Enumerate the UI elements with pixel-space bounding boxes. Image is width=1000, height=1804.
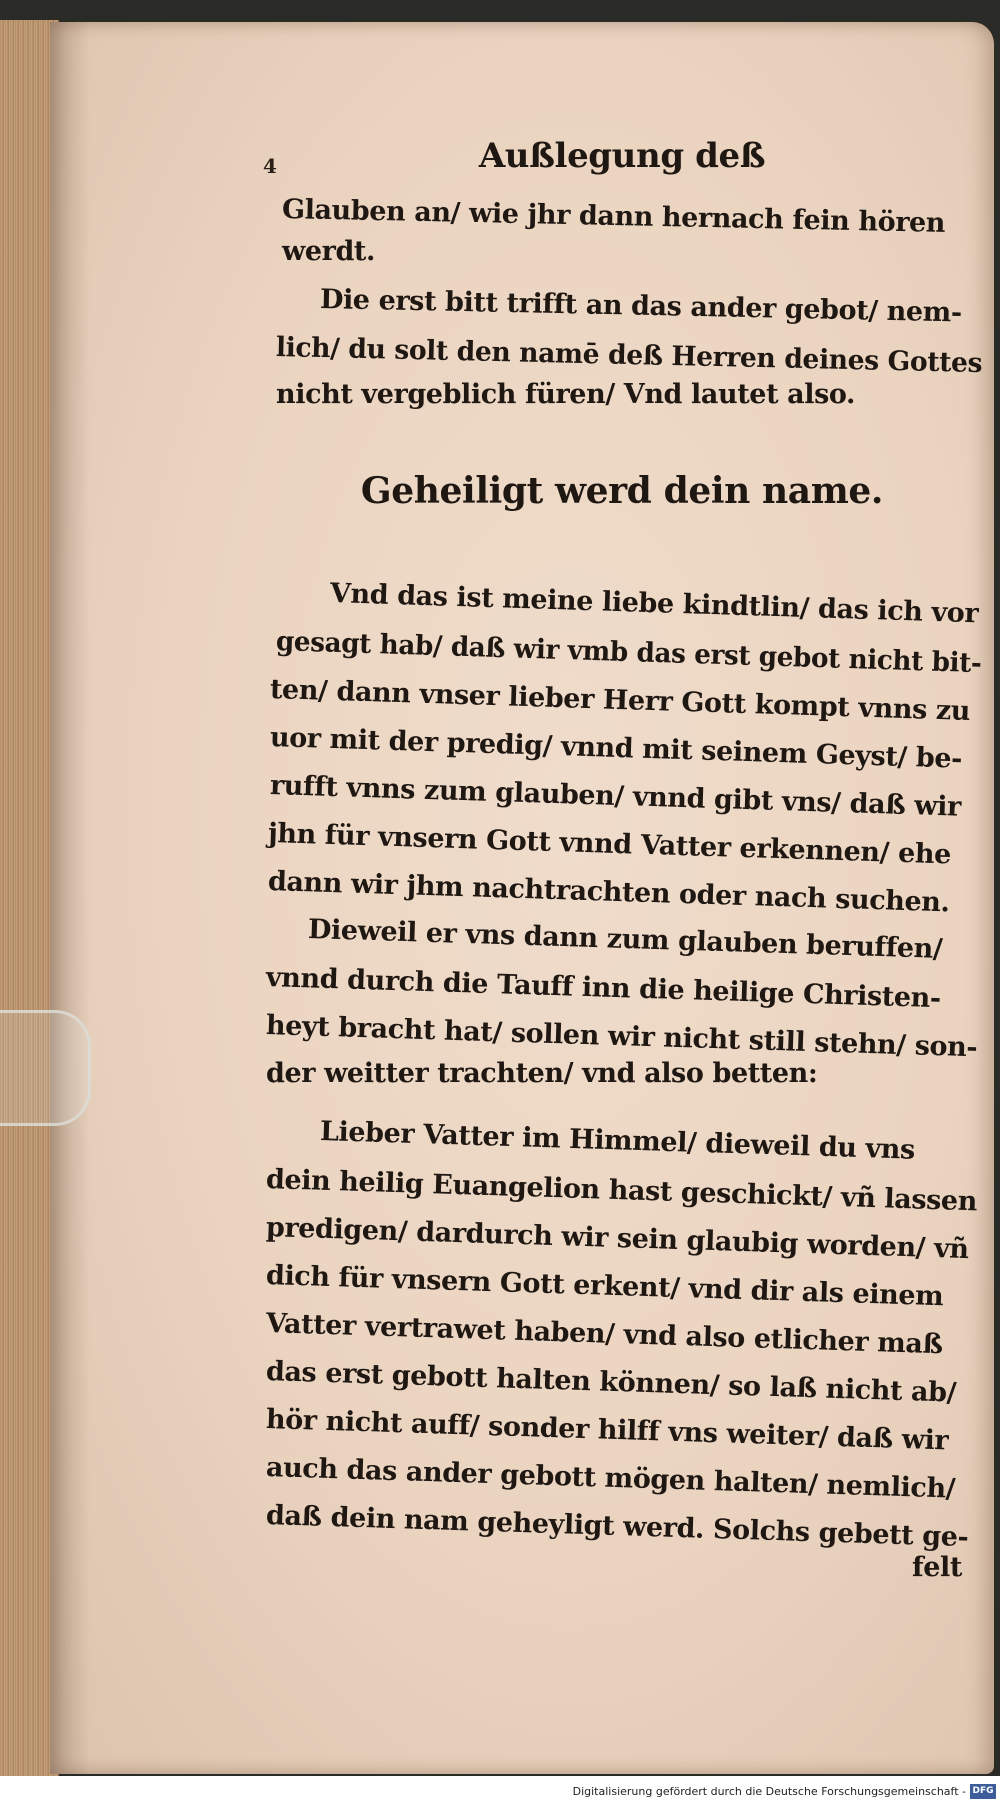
page-clip	[0, 1010, 91, 1126]
text-line: Vatter vertrawet haben/ vnd also etlicher maß	[265, 1308, 944, 1361]
text-line: ten/ dann vnser lieber Herr Gott kompt vnns zu	[269, 674, 971, 727]
running-head: Außlegung deß	[478, 136, 766, 176]
text-line: werdt.	[282, 236, 375, 267]
page-number: 4	[263, 154, 277, 178]
text-line: predigen/ dardurch wir sein glaubig worden/ vñ	[265, 1212, 970, 1266]
text-line: Dieweil er vns dann zum glauben beruffen/	[307, 914, 943, 965]
text-line: gesagt hab/ daß wir vmb das erst gebot nicht bit-	[275, 626, 982, 680]
text-line: jhn für vnsern Gott vnnd Vatter erkennen/ ehe	[267, 818, 952, 871]
text-line: Lieber Vatter im Himmel/ dieweil du vns	[319, 1116, 916, 1166]
dfg-logo: DFG	[970, 1784, 996, 1799]
text-line: auch das ander gebott mögen halten/ nemlich/	[265, 1452, 956, 1505]
text-line: hör nicht auff/ sonder hilff vns weiter/ daß wir	[265, 1404, 949, 1457]
text-line: das erst gebott halten können/ so laß nicht ab/	[265, 1356, 957, 1409]
footer-credit: Digitalisierung gefördert durch die Deutsche Forschungsgemeinschaft -	[572, 1785, 966, 1798]
text-line: rufft vnns zum glauben/ vnnd gibt vns/ daß wir	[269, 770, 962, 823]
text-line: dich für vnsern Gott erkent/ vnd dir als einem	[265, 1260, 944, 1313]
text-line: uor mit der predig/ vnnd mit seinem Geyst/ be-	[269, 722, 963, 775]
text-line: daß dein nam geheyligt werd. Solchs gebett ge-	[265, 1500, 969, 1554]
gutter-shadow	[50, 22, 90, 1774]
text-line: heyt bracht hat/ sollen wir nicht still stehn/ son-	[265, 1010, 978, 1064]
digitization-footer	[0, 1776, 1000, 1804]
text-line: der weitter trachten/ vnd also betten:	[266, 1058, 818, 1089]
text-line: vnnd durch die Tauff inn die heilige Christen-	[265, 962, 942, 1015]
text-line: dein heilig Euangelion hast geschickt/ vñ lassen	[265, 1164, 978, 1218]
text-line: lich/ du solt den namē deß Herren deines Gottes	[275, 332, 983, 380]
text-line: nicht vergeblich füren/ Vnd lautet also.	[276, 379, 856, 410]
text-line: Vnd das ist meine liebe kindtlin/ das ich vor	[329, 578, 979, 630]
text-line: dann wir jhm nachtrachten oder nach suchen.	[267, 866, 951, 919]
text-line: Die erst bitt trifft an das ander gebot/ nem-	[319, 284, 963, 329]
text-line: Glauben an/ wie jhr dann hernach fein hören	[281, 194, 946, 239]
catchword: felt	[912, 1552, 962, 1583]
section-heading: Geheiligt werd dein name.	[360, 470, 884, 512]
